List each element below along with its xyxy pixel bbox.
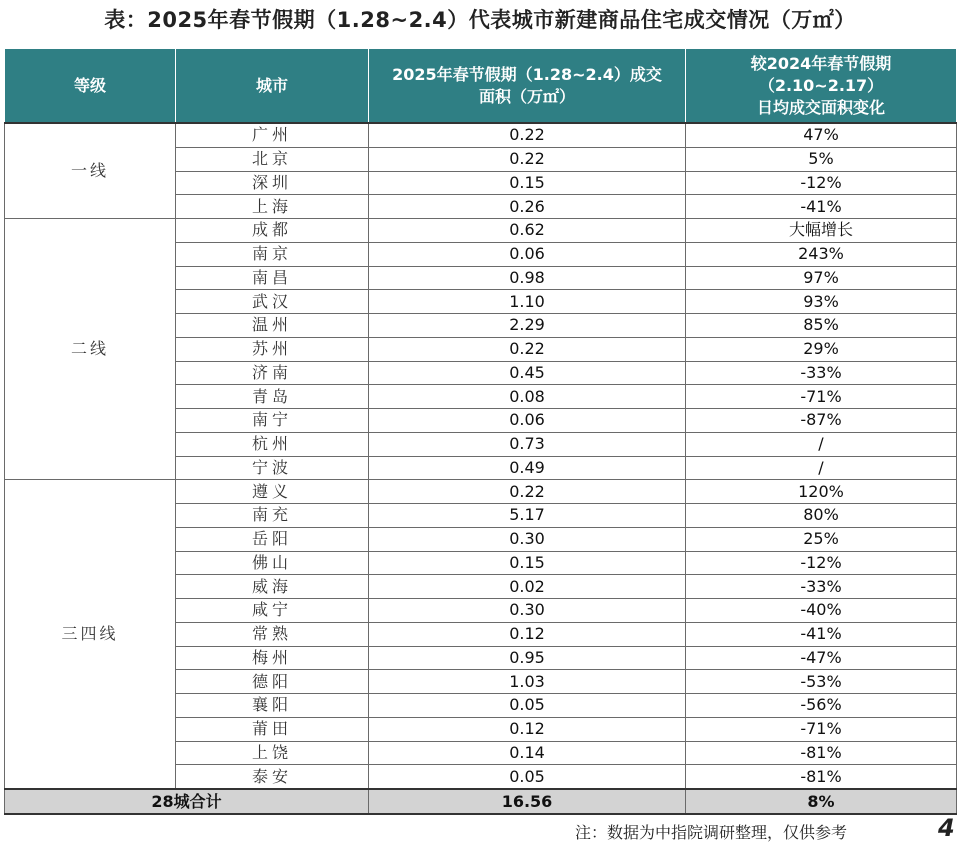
area-cell: 0.14	[369, 741, 686, 765]
total-area: 16.56	[369, 789, 686, 814]
area-cell: 0.05	[369, 765, 686, 789]
city-cell: 武汉	[176, 290, 369, 314]
change-cell: -71%	[686, 717, 957, 741]
change-cell: 80%	[686, 504, 957, 528]
area-cell: 0.49	[369, 456, 686, 480]
header-city: 城市	[176, 49, 369, 124]
change-cell: -47%	[686, 646, 957, 670]
change-cell: 243%	[686, 242, 957, 266]
city-cell: 咸宁	[176, 599, 369, 623]
change-cell: 29%	[686, 337, 957, 361]
city-cell: 深圳	[176, 171, 369, 195]
page-number: 4	[938, 814, 955, 842]
footnote: 注：数据为中指院调研整理，仅供参考	[575, 823, 848, 842]
city-cell: 常熟	[176, 622, 369, 646]
change-cell: /	[686, 456, 957, 480]
area-cell: 0.30	[369, 527, 686, 551]
area-cell: 0.30	[369, 599, 686, 623]
city-cell: 上饶	[176, 741, 369, 765]
city-cell: 莆田	[176, 717, 369, 741]
change-cell: -81%	[686, 741, 957, 765]
city-cell: 青岛	[176, 385, 369, 409]
city-cell: 德阳	[176, 670, 369, 694]
change-cell: 47%	[686, 123, 957, 147]
area-cell: 2.29	[369, 314, 686, 338]
change-cell: -87%	[686, 409, 957, 433]
city-cell: 泰安	[176, 765, 369, 789]
area-cell: 0.22	[369, 123, 686, 147]
city-cell: 南京	[176, 242, 369, 266]
table-row	[5, 480, 957, 504]
city-cell: 济南	[176, 361, 369, 385]
city-cell: 上海	[176, 195, 369, 219]
total-change: 8%	[686, 789, 957, 814]
area-cell: 0.12	[369, 717, 686, 741]
change-cell: -41%	[686, 622, 957, 646]
area-cell: 0.08	[369, 385, 686, 409]
city-cell: 襄阳	[176, 694, 369, 718]
change-cell: -71%	[686, 385, 957, 409]
area-cell: 0.02	[369, 575, 686, 599]
change-cell: 85%	[686, 314, 957, 338]
area-cell: 0.22	[369, 147, 686, 171]
change-cell: -81%	[686, 765, 957, 789]
area-cell: 0.62	[369, 219, 686, 243]
header-tier: 等级	[5, 49, 176, 124]
tier-cell: 三四线	[5, 480, 176, 789]
area-cell: 0.95	[369, 646, 686, 670]
change-cell: 大幅增长	[686, 219, 957, 243]
city-cell: 遵义	[176, 480, 369, 504]
table-row	[5, 123, 957, 147]
header-change-line1: 较2024年春节假期	[750, 53, 892, 73]
area-cell: 0.98	[369, 266, 686, 290]
tier-cell: 二线	[5, 219, 176, 480]
change-cell: -53%	[686, 670, 957, 694]
total-row	[5, 789, 957, 814]
city-cell: 南昌	[176, 266, 369, 290]
change-cell: 5%	[686, 147, 957, 171]
area-cell: 0.05	[369, 694, 686, 718]
header-change-line2: （2.10~2.17）	[758, 75, 884, 95]
change-cell: -12%	[686, 171, 957, 195]
area-cell: 0.06	[369, 409, 686, 433]
area-cell: 0.26	[369, 195, 686, 219]
area-cell: 5.17	[369, 504, 686, 528]
area-cell: 0.73	[369, 432, 686, 456]
change-cell: 97%	[686, 266, 957, 290]
city-cell: 广州	[176, 123, 369, 147]
area-cell: 0.22	[369, 480, 686, 504]
city-cell: 岳阳	[176, 527, 369, 551]
change-cell: -33%	[686, 361, 957, 385]
area-cell: 1.03	[369, 670, 686, 694]
city-cell: 梅州	[176, 646, 369, 670]
change-cell: -12%	[686, 551, 957, 575]
change-cell: -33%	[686, 575, 957, 599]
city-cell: 北京	[176, 147, 369, 171]
change-cell: /	[686, 432, 957, 456]
change-cell: -41%	[686, 195, 957, 219]
change-cell: 120%	[686, 480, 957, 504]
area-cell: 0.06	[369, 242, 686, 266]
table-body	[5, 123, 957, 814]
table-row	[5, 219, 957, 243]
area-cell: 0.22	[369, 337, 686, 361]
city-cell: 苏州	[176, 337, 369, 361]
area-cell: 0.45	[369, 361, 686, 385]
city-cell: 宁波	[176, 456, 369, 480]
header-area-line1: 2025年春节假期（1.28~2.4）成交	[392, 64, 662, 84]
change-cell: 93%	[686, 290, 957, 314]
total-label: 28城合计	[5, 789, 369, 814]
transaction-table	[4, 48, 957, 815]
area-cell: 1.10	[369, 290, 686, 314]
city-cell: 佛山	[176, 551, 369, 575]
table-title: 表：2025年春节假期（1.28~2.4）代表城市新建商品住宅成交情况（万㎡）	[104, 8, 856, 32]
header-change	[686, 49, 957, 124]
change-cell: -56%	[686, 694, 957, 718]
city-cell: 杭州	[176, 432, 369, 456]
tier-cell: 一线	[5, 123, 176, 219]
header-area-line2: 面积（万㎡）	[478, 86, 575, 106]
header-row	[5, 49, 957, 124]
change-cell: -40%	[686, 599, 957, 623]
area-cell: 0.12	[369, 622, 686, 646]
city-cell: 南充	[176, 504, 369, 528]
header-area	[369, 49, 686, 124]
city-cell: 成都	[176, 219, 369, 243]
city-cell: 温州	[176, 314, 369, 338]
header-change-line3: 日均成交面积变化	[756, 97, 885, 117]
area-cell: 0.15	[369, 551, 686, 575]
change-cell: 25%	[686, 527, 957, 551]
area-cell: 0.15	[369, 171, 686, 195]
city-cell: 南宁	[176, 409, 369, 433]
city-cell: 威海	[176, 575, 369, 599]
